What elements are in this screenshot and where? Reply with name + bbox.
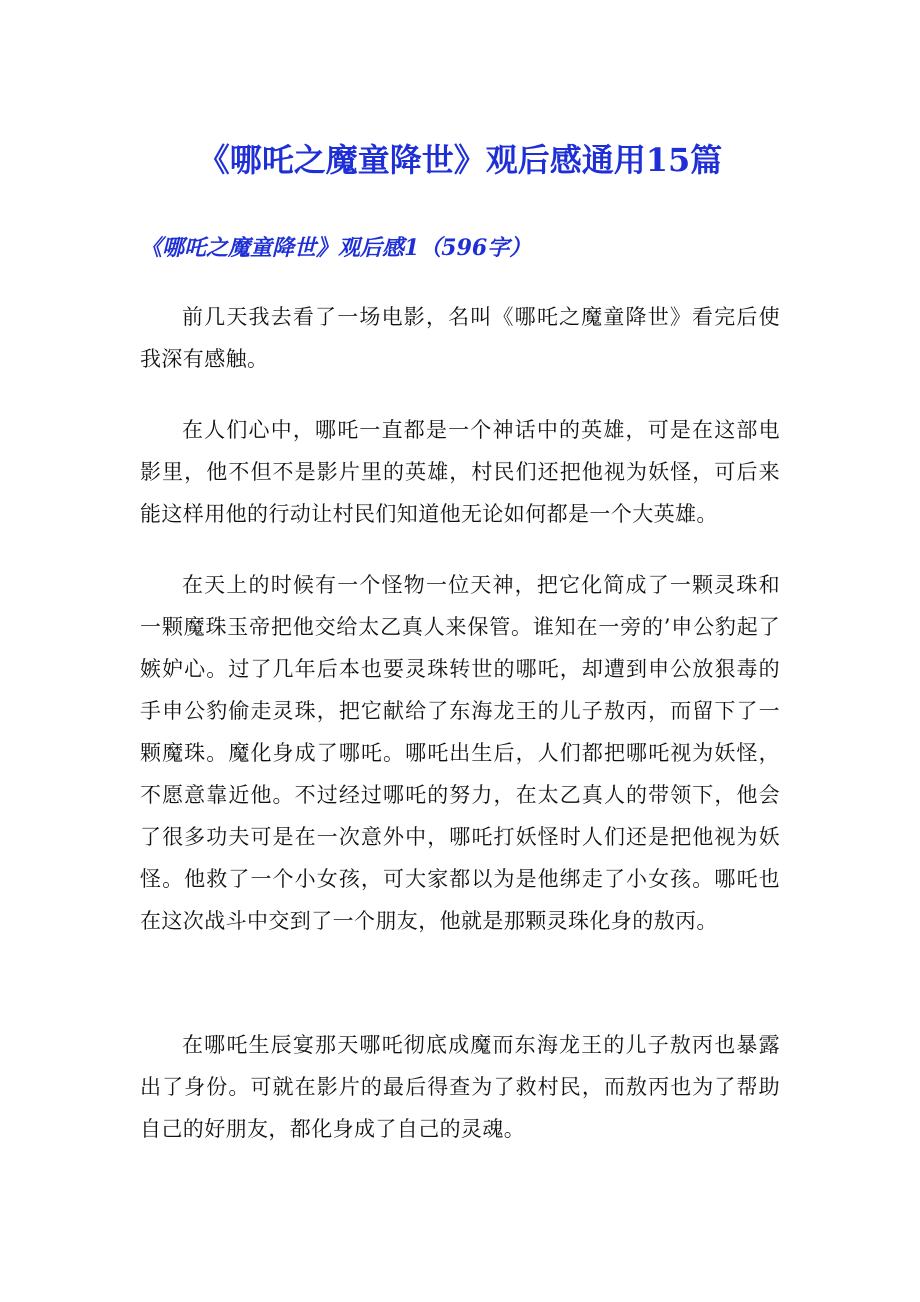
paragraph-1: 前几天我去看了一场电影，名叫《哪吒之魔童降世》看完后使我深有感触。 bbox=[140, 305, 780, 371]
paragraph-2: 在人们心中，哪吒一直都是一个神话中的英雄，可是在这部电影里，他不但不是影片里的英雄，村民们还把他视为妖怪，可后来能这样用他的行动让村民们知道他无论如何都是一个大英雄。 bbox=[140, 418, 780, 526]
paragraph-4: 在哪吒生辰宴那天哪吒彻底成魔而东海龙王的儿子敖丙也暴露出了身份。可就在影片的最后得查为了救村民，而敖丙也为了帮助自己的好朋友，都化身成了自己的灵魂。 bbox=[140, 1033, 780, 1141]
section-heading: 《哪吒之魔童降世》观后感1（596字） bbox=[140, 235, 532, 261]
paragraph-3: 在天上的时候有一个怪物一位天神，把它化简成了一颗灵珠和一颗魔珠玉帝把他交给太乙真人来保管。谁知在一旁的’申公豹起了嫉妒心。过了几年后本也要灵珠转世的哪吒，却遭到申公放狠毒的手申公豹偷走灵珠，把它献给了东海龙王的儿子敖丙，而留下了一颗魔珠。魔化身成了哪吒。哪吒出生后，人们都把哪吒视为妖怪，不愿意靠近他。不过经过哪吒的努力，在太乙真人的带领下，他会了很多功夫可是在一次意外中，哪吒打妖怪时人们还是把他视为妖怪。他救了一个小女孩，可大家都以为是他绑走了小女孩。哪吒也在这次战斗中交到了一个朋友，他就是那颗灵珠化身的敖丙。 bbox=[140, 573, 780, 933]
document-title: 《哪吒之魔童降世》观后感通用15篇 bbox=[197, 141, 723, 179]
